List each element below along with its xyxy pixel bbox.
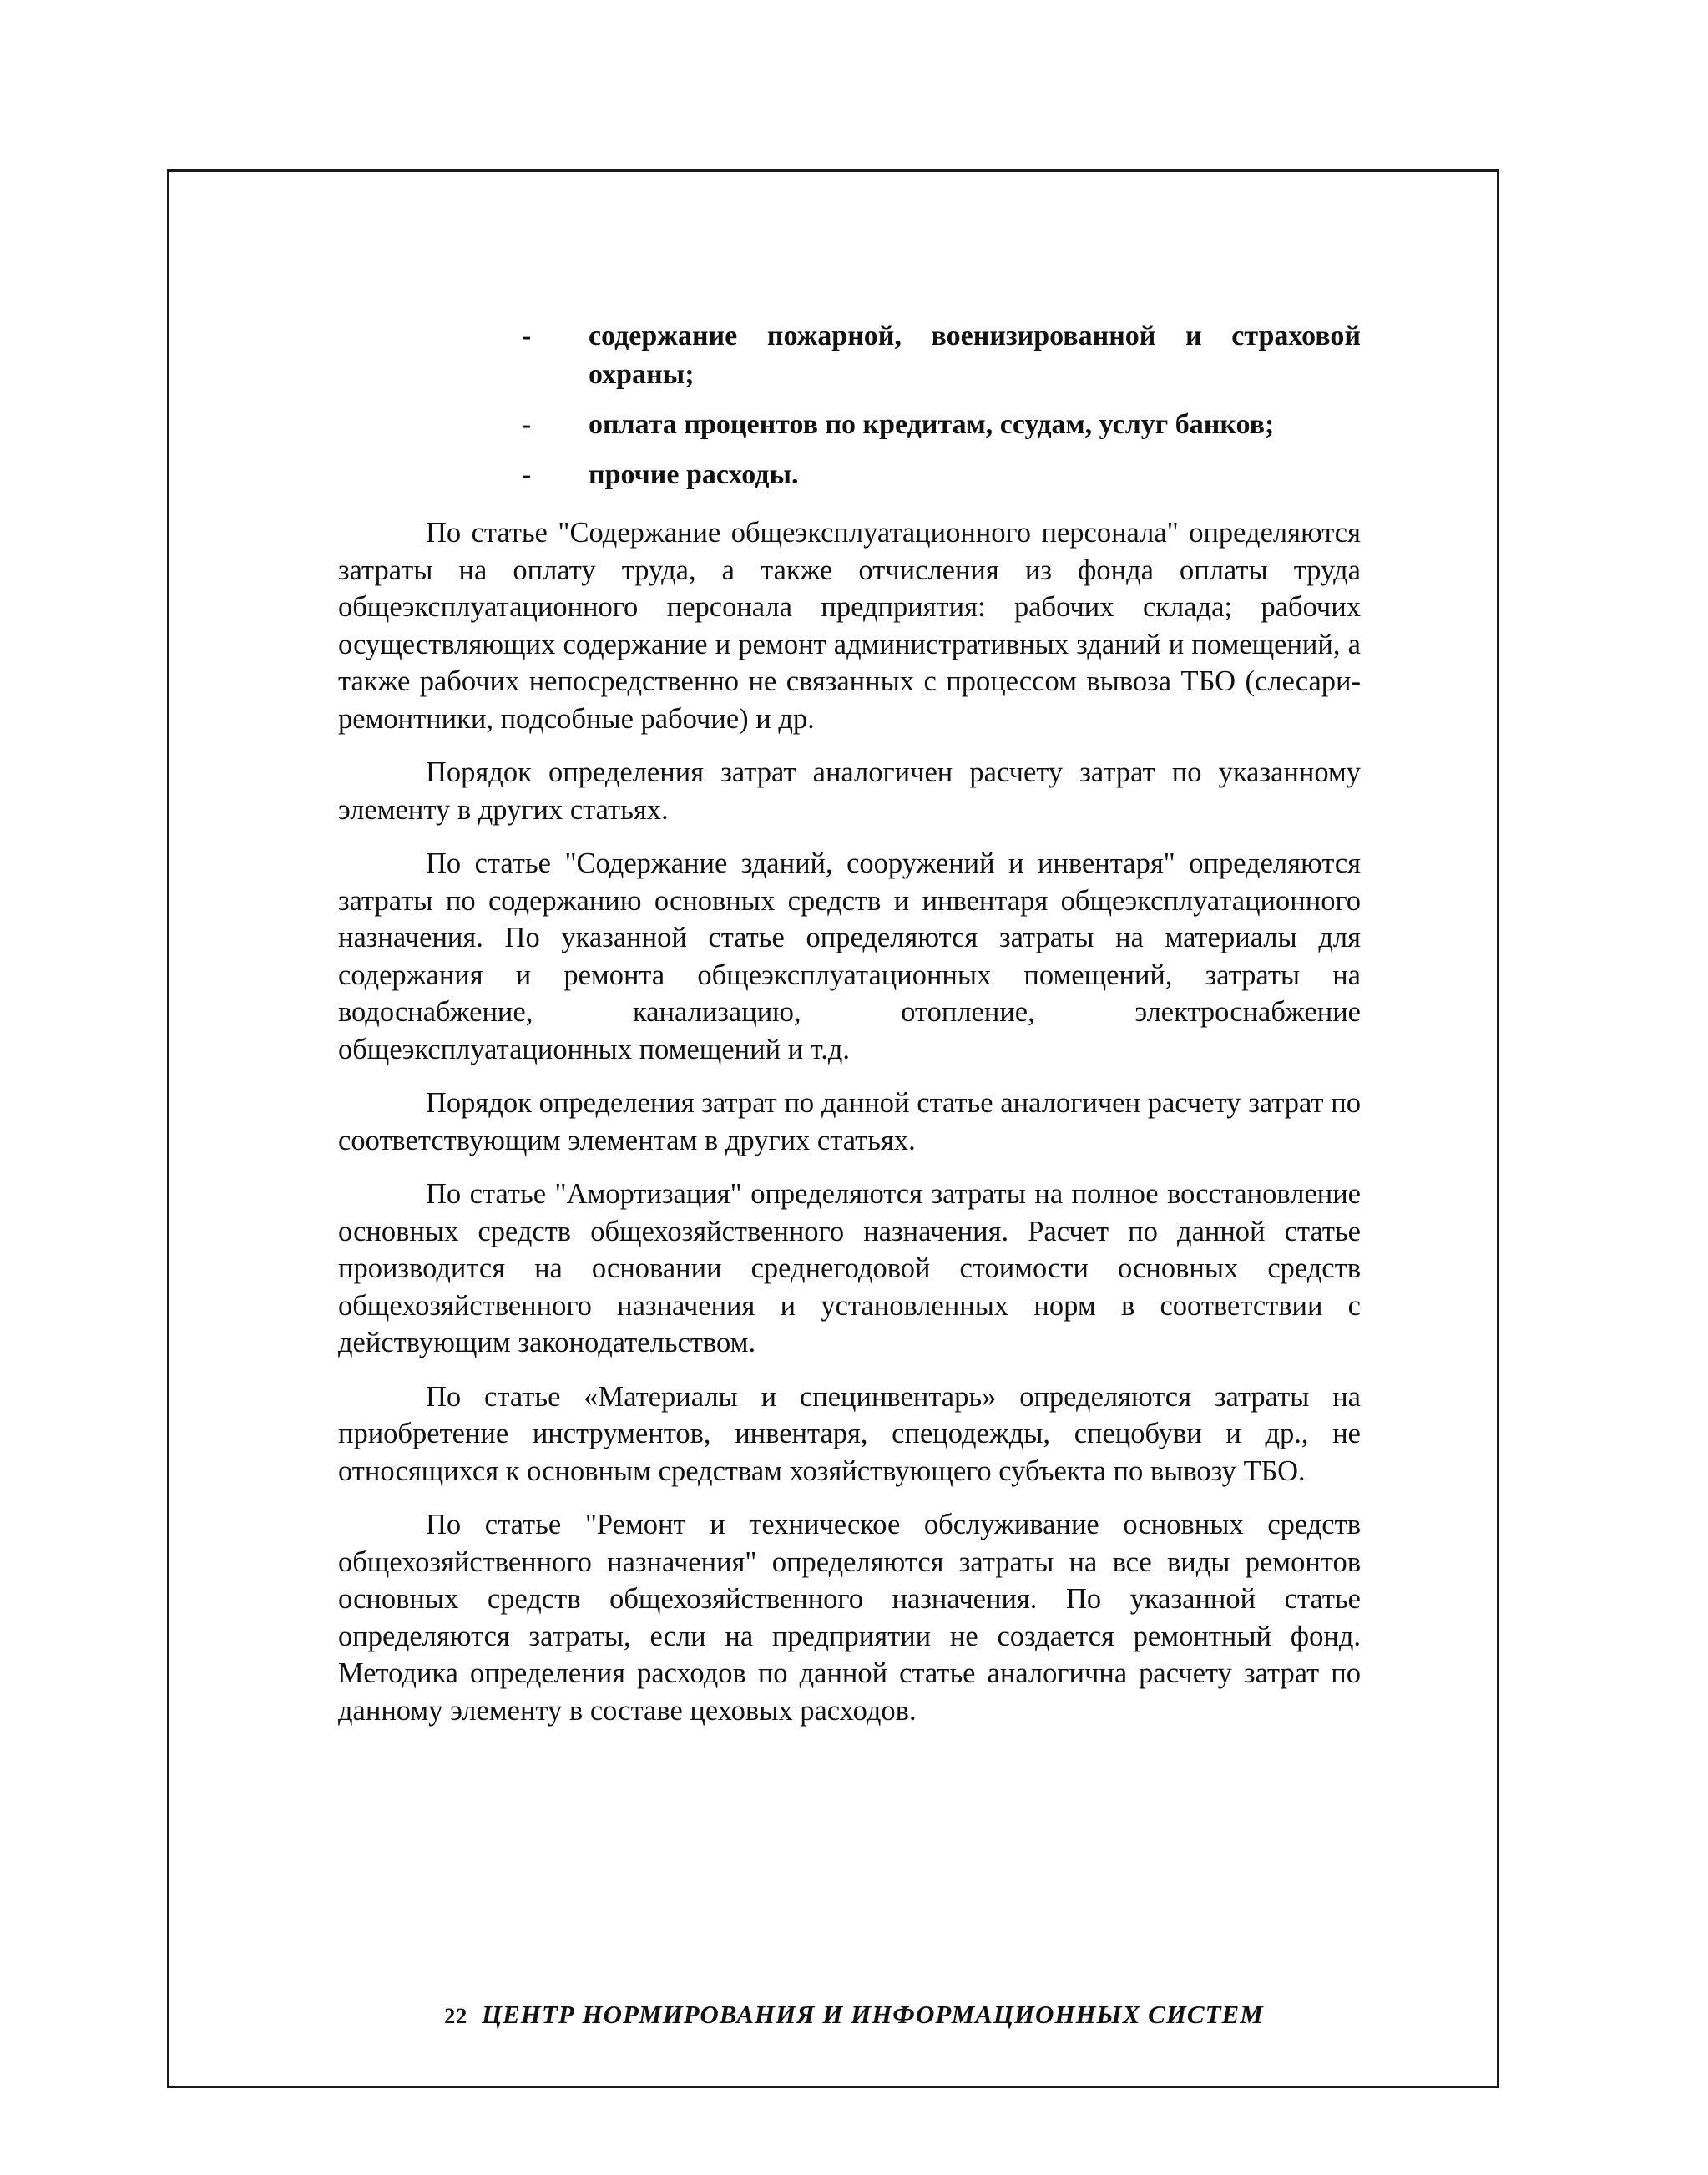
paragraph-staff-method: Порядок определения затрат аналогичен расчету затрат по указанному элементу в других статьях. <box>338 756 1361 826</box>
paragraph-buildings: По статье "Содержание зданий, сооружений и инвентаря" определяются затраты по содержанию основных средств и инвентаря общеэксплуатационного назначения. По указанной статье определяются затраты на материалы для содержания и ремонта общеэксплуатационных помещений, затраты на водоснабжение, канализацию, отопление, электроснабжение общеэксплуатационных помещений и т.д. <box>338 847 1361 1065</box>
paragraph-repair: По статье "Ремонт и техническое обслуживание основных средств общехозяйственного назначения" определяются затраты на все виды ремонтов основных средств общехозяйственного назначения. По указанной статье определяются затраты, если на предприятии не создается ремонтный фонд. Методика определения расходов по данной статье аналогична расчету затрат по данному элементу в составе цеховых расходов. <box>338 1509 1361 1727</box>
list-item <box>338 317 1361 394</box>
page-body <box>338 317 1361 1746</box>
list-item <box>338 406 1361 444</box>
paragraph-staff-costs: По статье "Содержание общеэксплуатационного персонала" определяются затраты на оплату труда, а также отчисления из фонда оплаты труда общеэксплуатационного персонала предприятия: рабочих склада; рабочих осуществляющих содержание и ремонт административных зданий и помещений, а также рабочих непосредственно не связанных с процессом вывоза ТБО (слесари-ремонтники, подсобные рабочие) и др. <box>338 517 1361 735</box>
page-number: 22 <box>444 2004 468 2028</box>
bullet-dash: - <box>522 409 532 440</box>
bullet-list <box>338 317 1361 494</box>
paragraph-materials: По статье «Материалы и специнвентарь» определяются затраты на приобретение инструментов, инвентаря, спецодежды, спецобуви и др., не относящихся к основным средствам хозяйствующего субъекта по вывозу ТБО. <box>338 1380 1361 1487</box>
bullet-text: прочие расходы. <box>589 459 799 490</box>
paragraph-buildings-method: Порядок определения затрат по данной статье аналогичен расчету затрат по соответствующим элементам в других статьях. <box>338 1087 1361 1156</box>
bullet-dash: - <box>522 459 532 490</box>
bullet-dash: - <box>522 321 532 352</box>
bullet-text: содержание пожарной, военизированной и страховой охраны; <box>589 321 1361 390</box>
bullet-text: оплата процентов по кредитам, ссудам, услуг банков; <box>589 409 1275 440</box>
page-footer <box>0 2000 1708 2030</box>
list-item <box>338 456 1361 494</box>
paragraph-depreciation: По статье "Амортизация" определяются затраты на полное восстановление основных средств общехозяйственного назначения. Расчет по данной статье производится на основании среднегодовой стоимости основных средств общехозяйственного назначения и установленных норм в соответствии с действующим законодательством. <box>338 1178 1361 1358</box>
footer-organization: ЦЕНТР НОРМИРОВАНИЯ И ИНФОРМАЦИОННЫХ СИСТЕМ <box>481 2000 1264 2029</box>
